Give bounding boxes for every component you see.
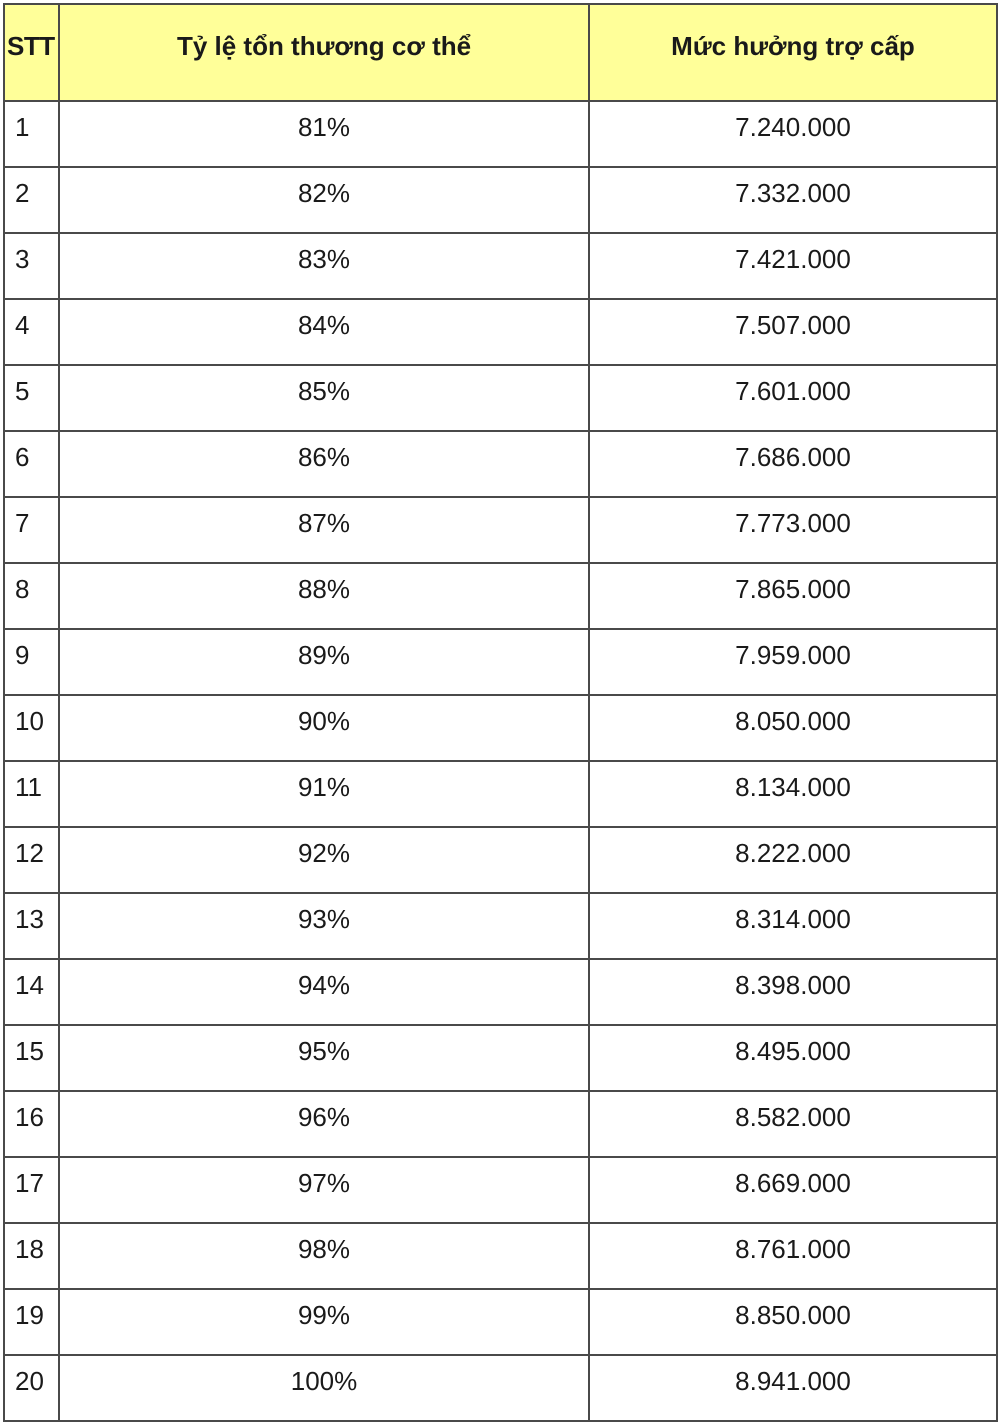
cell-injury-rate: 83% — [59, 233, 589, 299]
table-row — [4, 695, 997, 761]
cell-allowance-amount: 7.865.000 — [589, 563, 997, 629]
cell-allowance-amount: 7.240.000 — [589, 101, 997, 167]
cell-stt: 1 — [4, 101, 59, 167]
cell-allowance-amount: 8.134.000 — [589, 761, 997, 827]
table-row — [4, 101, 997, 167]
cell-injury-rate: 84% — [59, 299, 589, 365]
cell-stt: 11 — [4, 761, 59, 827]
cell-allowance-amount: 7.773.000 — [589, 497, 997, 563]
cell-injury-rate: 98% — [59, 1223, 589, 1289]
cell-stt: 9 — [4, 629, 59, 695]
table-row — [4, 761, 997, 827]
table-row — [4, 497, 997, 563]
cell-stt: 2 — [4, 167, 59, 233]
cell-injury-rate: 90% — [59, 695, 589, 761]
table-row — [4, 1091, 997, 1157]
cell-stt: 19 — [4, 1289, 59, 1355]
cell-injury-rate: 86% — [59, 431, 589, 497]
cell-allowance-amount: 8.941.000 — [589, 1355, 997, 1421]
cell-injury-rate: 88% — [59, 563, 589, 629]
table-row — [4, 959, 997, 1025]
cell-allowance-amount: 8.050.000 — [589, 695, 997, 761]
cell-stt: 13 — [4, 893, 59, 959]
table-row — [4, 1355, 997, 1421]
cell-allowance-amount: 8.850.000 — [589, 1289, 997, 1355]
cell-injury-rate: 92% — [59, 827, 589, 893]
table-row — [4, 167, 997, 233]
cell-allowance-amount: 7.601.000 — [589, 365, 997, 431]
table-row — [4, 629, 997, 695]
cell-injury-rate: 99% — [59, 1289, 589, 1355]
cell-injury-rate: 91% — [59, 761, 589, 827]
cell-stt: 4 — [4, 299, 59, 365]
cell-stt: 7 — [4, 497, 59, 563]
cell-injury-rate: 94% — [59, 959, 589, 1025]
table-row — [4, 563, 997, 629]
allowance-table — [3, 3, 998, 1422]
header-row — [4, 4, 997, 101]
table-row — [4, 827, 997, 893]
cell-injury-rate: 82% — [59, 167, 589, 233]
cell-injury-rate: 93% — [59, 893, 589, 959]
table-body — [4, 101, 997, 1421]
table-row — [4, 431, 997, 497]
cell-allowance-amount: 8.495.000 — [589, 1025, 997, 1091]
cell-injury-rate: 100% — [59, 1355, 589, 1421]
header-injury-rate: Tỷ lệ tổn thương cơ thể — [59, 4, 589, 101]
cell-stt: 12 — [4, 827, 59, 893]
cell-injury-rate: 89% — [59, 629, 589, 695]
header-allowance-amount: Mức hưởng trợ cấp — [589, 4, 997, 101]
cell-injury-rate: 96% — [59, 1091, 589, 1157]
cell-allowance-amount: 8.398.000 — [589, 959, 997, 1025]
table-row — [4, 1223, 997, 1289]
cell-allowance-amount: 8.222.000 — [589, 827, 997, 893]
cell-allowance-amount: 7.686.000 — [589, 431, 997, 497]
cell-allowance-amount: 7.507.000 — [589, 299, 997, 365]
cell-stt: 14 — [4, 959, 59, 1025]
cell-stt: 3 — [4, 233, 59, 299]
header-stt: STT — [4, 4, 59, 101]
cell-stt: 15 — [4, 1025, 59, 1091]
cell-stt: 10 — [4, 695, 59, 761]
cell-injury-rate: 87% — [59, 497, 589, 563]
cell-stt: 5 — [4, 365, 59, 431]
cell-injury-rate: 81% — [59, 101, 589, 167]
cell-injury-rate: 97% — [59, 1157, 589, 1223]
cell-allowance-amount: 8.669.000 — [589, 1157, 997, 1223]
table-row — [4, 365, 997, 431]
cell-allowance-amount: 7.332.000 — [589, 167, 997, 233]
cell-stt: 6 — [4, 431, 59, 497]
cell-allowance-amount: 8.761.000 — [589, 1223, 997, 1289]
table-row — [4, 299, 997, 365]
cell-allowance-amount: 7.421.000 — [589, 233, 997, 299]
cell-stt: 18 — [4, 1223, 59, 1289]
table-row — [4, 893, 997, 959]
table-row — [4, 233, 997, 299]
table-header — [4, 4, 997, 101]
cell-stt: 20 — [4, 1355, 59, 1421]
table-row — [4, 1289, 997, 1355]
cell-allowance-amount: 8.314.000 — [589, 893, 997, 959]
cell-allowance-amount: 8.582.000 — [589, 1091, 997, 1157]
table-row — [4, 1157, 997, 1223]
cell-stt: 8 — [4, 563, 59, 629]
table-row — [4, 1025, 997, 1091]
cell-stt: 17 — [4, 1157, 59, 1223]
cell-injury-rate: 85% — [59, 365, 589, 431]
cell-stt: 16 — [4, 1091, 59, 1157]
cell-allowance-amount: 7.959.000 — [589, 629, 997, 695]
cell-injury-rate: 95% — [59, 1025, 589, 1091]
